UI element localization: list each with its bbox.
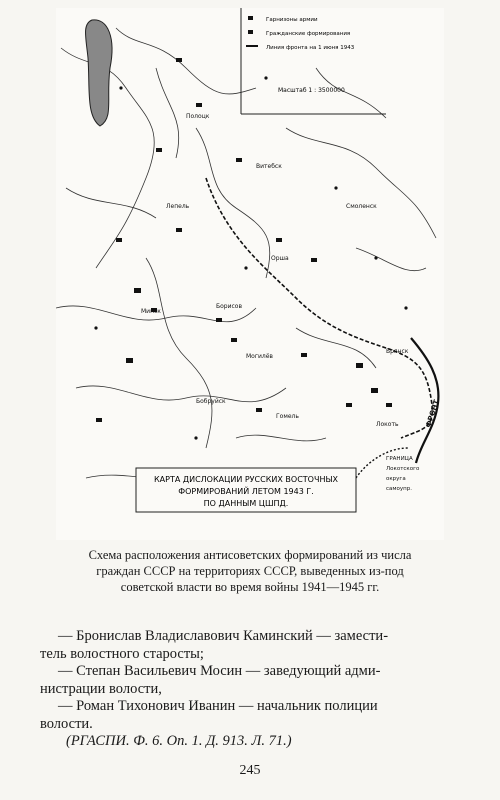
- paragraph-1-line-1: — Бронислав Владиславович Каминский — замести-: [58, 628, 389, 644]
- town-label-mogilev: Могилёв: [246, 353, 273, 360]
- figure-caption: [40, 547, 460, 595]
- map-title-box: [136, 468, 356, 512]
- map-legend: [241, 8, 386, 114]
- town-label-orsha: Орша: [271, 255, 289, 262]
- paragraph-3-line-1: — Роман Тихонович Иванин — начальник полиции: [58, 698, 378, 714]
- paragraph-1-line-2: тель волостного старосты;: [40, 645, 204, 662]
- town-label-smolensk: Смоленск: [346, 203, 377, 210]
- map-drawing: [56, 8, 444, 540]
- paragraph-3-line-2: волости.: [40, 715, 93, 732]
- town-label-bobruisk: Бобруйск: [196, 398, 226, 405]
- paragraph-2-line-2: нистрации волости,: [40, 680, 162, 697]
- legend-item-civil: Гражданские формирования: [266, 31, 351, 37]
- town-label-borisov: Борисов: [216, 303, 243, 310]
- legend-item-front: Линия фронта на 1 июня 1943: [266, 45, 355, 51]
- caption-line-3: советской власти во время войны 1941—1945 гг.: [120, 580, 380, 594]
- boundary-label-4: самоупр.: [386, 486, 412, 492]
- town-label-polotsk: Полоцк: [186, 113, 210, 120]
- town-label-lepel: Лепель: [166, 203, 190, 210]
- paragraph-2-line-1: — Степан Васильевич Мосин — заведующий адми-: [58, 663, 381, 679]
- town-label-minsk: Минск: [141, 308, 161, 315]
- map-figure: [56, 8, 444, 540]
- body-text: [40, 628, 460, 751]
- legend-item-garrison: Гарнизоны армии: [266, 17, 318, 23]
- caption-line-1: Схема расположения антисоветских формирований из числа: [88, 548, 412, 562]
- map-title-line-2: ФОРМИРОВАНИЙ ЛЕТОМ 1943 Г.: [178, 487, 314, 496]
- town-label-vitebsk: Витебск: [256, 163, 282, 170]
- boundary-label-1: ГРАНИЦА: [386, 456, 413, 462]
- town-label-lokot: Локоть: [376, 421, 399, 428]
- archive-reference: (РГАСПИ. Ф. 6. Оп. 1. Д. 913. Л. 71.): [66, 733, 292, 749]
- front-label: ФРОНТ: [424, 398, 441, 429]
- page-number: 245: [239, 763, 261, 778]
- map-title-line-1: КАРТА ДИСЛОКАЦИИ РУССКИХ ВОСТОЧНЫХ: [153, 475, 339, 484]
- boundary-label-2: Локотского: [386, 466, 420, 472]
- boundary-label-3: округа: [386, 476, 406, 482]
- town-label-gomel: Гомель: [276, 413, 299, 420]
- caption-line-2: граждан СССР на территориях СССР, выведенных из-под: [96, 564, 404, 578]
- legend-scale: Масштаб 1 : 3500000: [278, 87, 345, 94]
- map-title-line-3: ПО ДАННЫМ ЦШПД.: [203, 499, 289, 508]
- town-label-bryansk: Брянск: [386, 348, 409, 355]
